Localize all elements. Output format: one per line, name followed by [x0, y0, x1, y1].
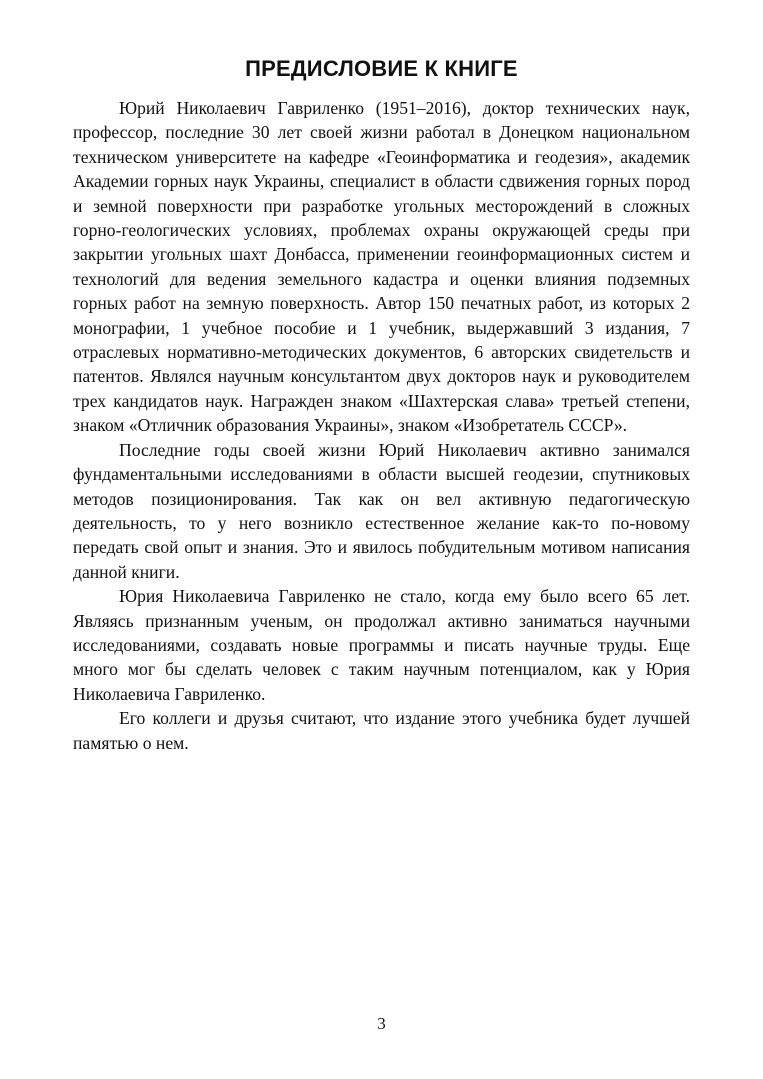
paragraph-biography: Юрий Николаевич Гавриленко (1951–2016), доктор технических наук, профессор, последние 30 лет своей жизни работал в Донецком национальном техническом университете на кафедре «Геоинформатика и геодезия», академик Академии горных наук Украины, специалист в области сдвижения горных пород и земной поверхности при разработке угольных месторождений в сложных горно-геологических условиях, проблемах охраны окружающей среды при закрытии угольных шахт Донбасса, применении геоинформационных систем и технологий для ведения земельного кадастра и оценки влияния подземных горных работ на земную поверхность. Автор 150 печатных работ, из которых 2 монографии, 1 учебное пособие и 1 учебник, выдержавший 3 издания, 7 отраслевых нормативно-методических документов, 6 авторских свидетельств и патентов. Являлся научным консультантом двух докторов наук и руководителем трех кандидатов наук. Награжден знаком «Шахтерская слава» третьей степени, знаком «Отличник образования Украины», знаком «Изобретатель СССР». [73, 98, 690, 436]
preface-body [73, 96, 690, 755]
page-title: ПРЕДИСЛОВИЕ К КНИГЕ [245, 56, 518, 81]
paragraph-dedication: Его коллеги и друзья считают, что издание этого учебника будет лучшей памятью о нем. [73, 708, 690, 753]
paragraph-last-years: Последние годы своей жизни Юрий Николаевич активно занимался фундаментальными исследованиями в области высшей геодезии, спутниковых методов позиционирования. Так как он вел активную педагогическую деятельность, то у него возникло естественное желание как-то по-новому передать свой опыт и знания. Это и явилось побудительным мотивом написания данной книги. [73, 439, 690, 582]
paragraph-memory: Юрия Николаевича Гавриленко не стало, когда ему было всего 65 лет. Являясь признанным ученым, он продолжал активно заниматься научными исследованиями, создавать новые программы и писать научные труды. Еще много мог бы сделать человек с таким научным потенциалом, как у Юрия Николаевича Гавриленко. [73, 586, 690, 704]
page-number: 3 [377, 1014, 386, 1033]
